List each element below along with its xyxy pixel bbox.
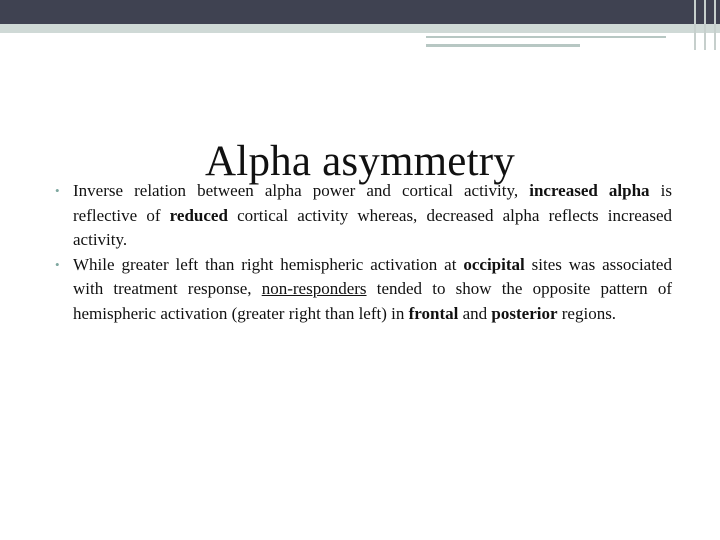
bullet-bold-term: posterior	[491, 303, 558, 323]
bullet-text-segment: Inverse relation between alpha power and cortical activity,	[73, 181, 530, 200]
corner-rule	[694, 0, 696, 50]
bullet-underlined-term: non-responders	[261, 279, 367, 298]
bullet-text-segment: cortical activity whereas, decreased alpha reflects increased activity.	[73, 205, 672, 249]
bullet-list	[55, 179, 672, 326]
bullet-bold-term: frontal	[408, 303, 459, 323]
bullet-text-segment: and	[458, 303, 492, 323]
bullet-text-segment: While greater left than right hemispheric activation at	[73, 254, 464, 274]
bullet-bold-term: occipital	[463, 254, 525, 274]
corner-rule	[704, 0, 706, 50]
bullet-text-segment: sites was associated with treatment response,	[73, 254, 672, 298]
bullet-text-segment: is reflective of	[73, 181, 672, 225]
bullet-bold-term: reduced	[169, 205, 228, 225]
bullet-dot-icon: •	[55, 183, 60, 198]
corner-rule	[714, 0, 716, 50]
bullet-text-segment: tended to show the opposite pattern of hemispheric activation (greater right than left) in	[73, 279, 672, 323]
bullet-text-segment: regions.	[557, 303, 617, 323]
accent-line-secondary	[426, 44, 580, 47]
bullet-item	[55, 253, 672, 327]
bullet-dot-icon: •	[55, 256, 60, 272]
bullet-bold-term: increased alpha	[529, 181, 650, 200]
slide-title: Alpha asymmetry	[205, 137, 515, 185]
bullet-item	[55, 179, 672, 253]
accent-line	[426, 36, 666, 38]
top-accent-stripe	[0, 24, 720, 33]
top-header-bar	[0, 0, 720, 24]
